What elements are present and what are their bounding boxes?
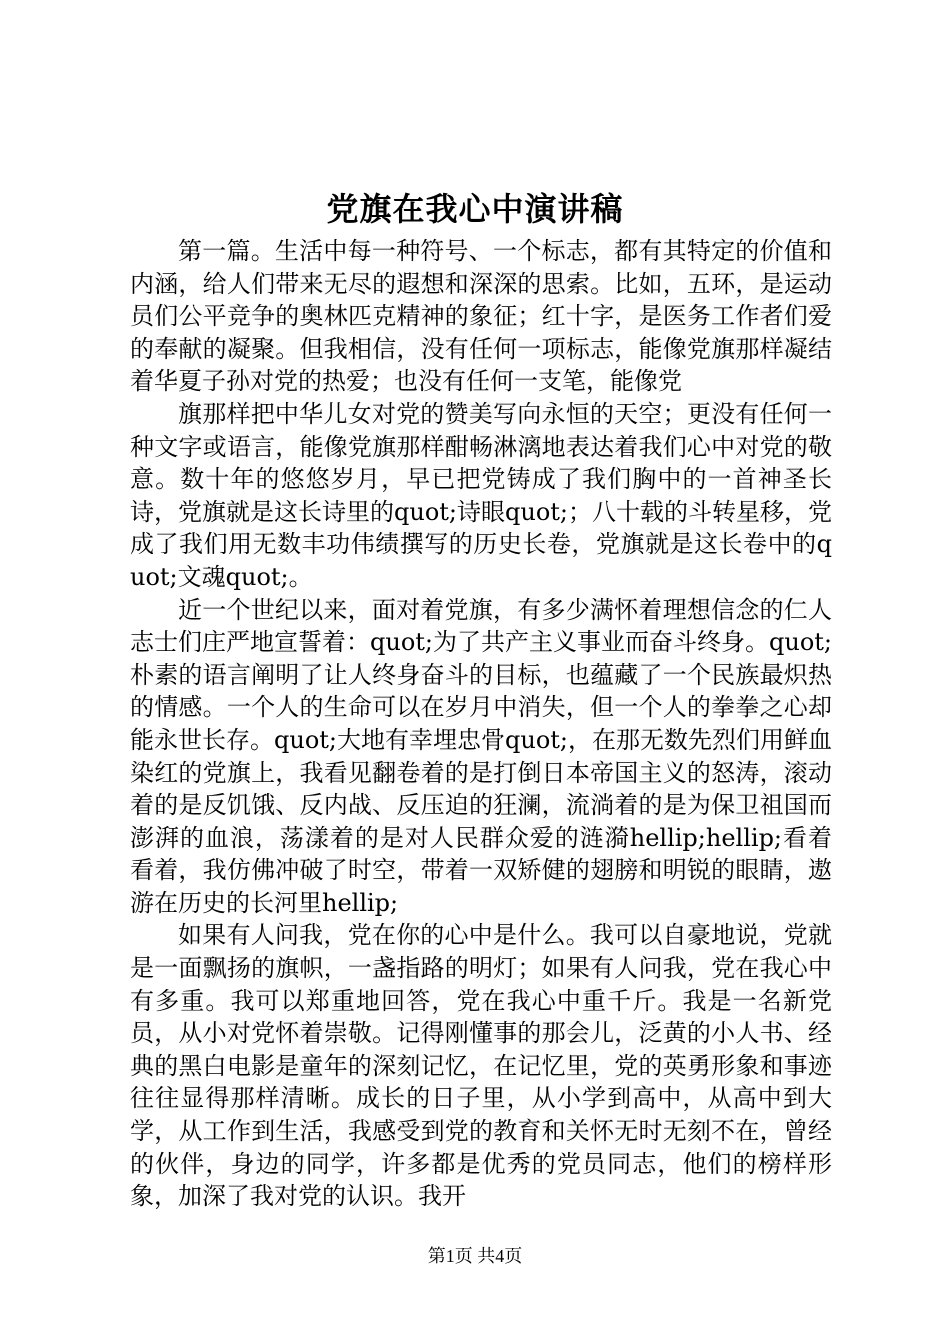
document-title: 党旗在我心中演讲稿	[326, 190, 624, 228]
paragraph-3: 近一个世纪以来，面对着党旗，有多少满怀着理想信念的仁人志士们庄严地宣誓着：quot;为了共产主义事业而奋斗终身。quot;朴素的语言阐明了让人终身奋斗的目标，也蕴藏了一个民族最炽热的情感。一个人的生命可以在岁月中消失，但一个人的拳拳之心却能永世长存。quot;大地有幸埋忠骨quot;，在那无数先烈们用鲜血染红的党旗上，我看见翻卷着的是打倒日本帝国主义的怒涛，滚动着的是反饥饿、反内战、反压迫的狂澜，流淌着的是为保卫祖国而澎湃的血浪，荡漾着的是对人民群众爱的涟漪hellip;hellip;看着看着，我仿佛冲破了时空，带着一双矫健的翅膀和明锐的眼睛，遨游在历史的长河里hellip;	[130, 595, 832, 917]
page-footer: 第1页 共4页	[427, 1246, 523, 1266]
paragraph-4: 如果有人问我，党在你的心中是什么。我可以自豪地说，党就是一面飘扬的旗帜，一盏指路的明灯；如果有人问我，党在我心中有多重。我可以郑重地回答，党在我心中重千斤。我是一名新党员，从小对党怀着崇敬。记得刚懂事的那会儿，泛黄的小人书、经典的黑白电影是童年的深刻记忆，在记忆里，党的英勇形象和事迹往往显得那样清晰。成长的日子里，从小学到高中，从高中到大学，从工作到生活，我感受到党的教育和关怀无时无刻不在，曾经的伙伴，身边的同学，许多都是优秀的党员同志，他们的榜样形象，加深了我对党的认识。我开	[130, 921, 832, 1211]
paragraph-1: 第一篇。生活中每一种符号、一个标志，都有其特定的价值和内涵，给人们带来无尽的遐想和深深的思索。比如，五环，是运动员们公平竞争的奥林匹克精神的象征；红十字，是医务工作者们爱的奉献的凝聚。但我相信，没有任何一项标志，能像党旗那样凝结着华夏子孙对党的热爱；也没有任何一支笔，能像党	[130, 237, 832, 396]
paragraph-2: 旗那样把中华儿女对党的赞美写向永恒的天空；更没有任何一种文字或语言，能像党旗那样酣畅淋漓地表达着我们心中对党的敬意。数十年的悠悠岁月，早已把党铸成了我们胸中的一首神圣长诗，党旗就是这长诗里的quot;诗眼quot;；八十载的斗转星移，党成了我们用无数丰功伟绩撰写的历史长卷，党旗就是这长卷中的quot;文魂quot;。	[130, 399, 832, 591]
document-body	[130, 235, 832, 1213]
